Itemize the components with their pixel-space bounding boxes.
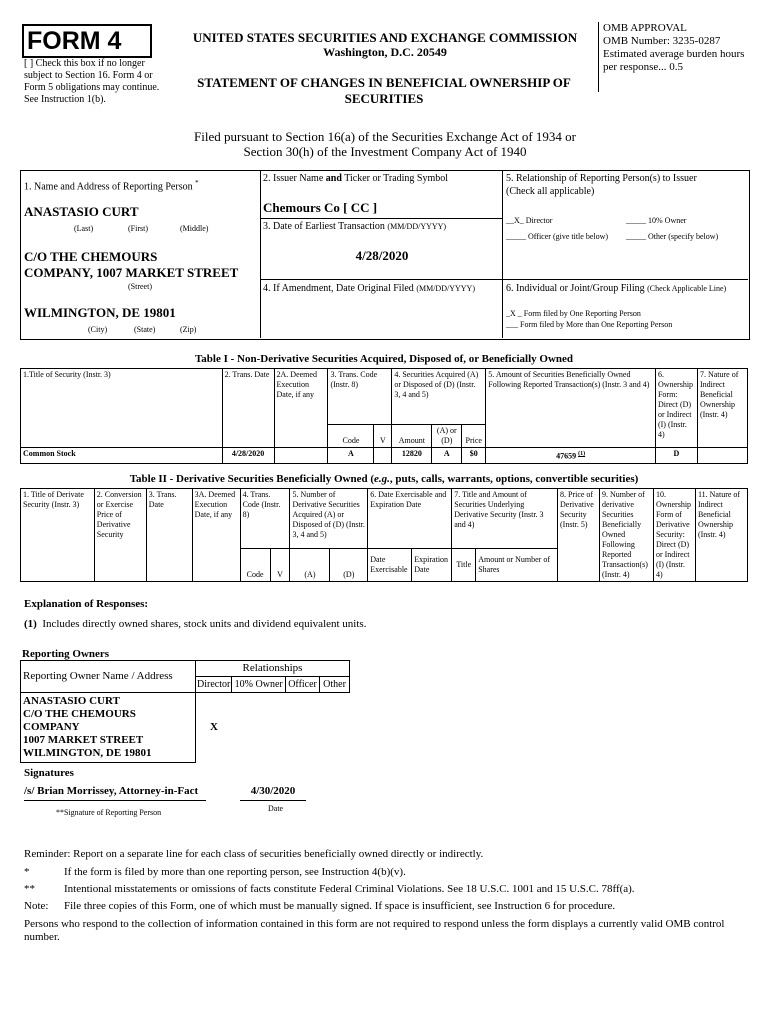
t2-sub-code: Code xyxy=(240,548,270,581)
t1-row-amount: 12820 xyxy=(392,448,432,464)
label-city: (City) xyxy=(88,325,108,334)
label-zip: (Zip) xyxy=(180,325,197,334)
owners-col-name: Reporting Owner Name / Address xyxy=(21,661,196,693)
t1-h-deemed: 2A. Deemed Execution Date, if any xyxy=(274,369,328,448)
table-row xyxy=(21,448,748,464)
omb-number: OMB Number: 3235-0287 xyxy=(603,35,721,47)
omb-box xyxy=(598,22,749,92)
earliest-transaction-date: 4/28/2020 xyxy=(355,248,409,263)
signature-date: 4/30/2020 xyxy=(240,785,306,801)
filing-one-person[interactable]: _X _ Form filed by One Reporting Person xyxy=(506,309,641,318)
omb-burden: Estimated average burden hours per response... 0.5 xyxy=(603,48,745,73)
t2-h-deriv-price: 8. Price of Derivative Security (Instr. 5) xyxy=(557,489,599,582)
filed-line-1: Filed pursuant to Section 16(a) of the Securities Exchange Act of 1934 or xyxy=(194,129,576,144)
box1-label: 1. Name and Address of Reporting Person * xyxy=(24,179,199,193)
table2-title: Table II - Derivative Securities Beneficially Owned (e.g., puts, calls, warrants, options, convertible securities) xyxy=(129,473,639,485)
t1-sub-amount: Amount xyxy=(392,425,432,448)
t2-h-date: 3. Trans. Date xyxy=(146,489,192,582)
t1-sub-code: Code xyxy=(328,425,374,448)
t2-sub-amount: Amount or Number of Shares xyxy=(476,548,558,581)
t2-sub-d: (D) xyxy=(330,548,368,581)
rel-officer[interactable]: _____ Officer (give title below) xyxy=(506,232,609,241)
street-line-1: C/O THE CHEMOURS xyxy=(24,249,158,264)
owners-col-officer: Officer xyxy=(286,677,320,693)
box2-label: 2. Issuer Name and Ticker or Trading Symbol xyxy=(263,173,449,184)
city-line: WILMINGTON, DE 19801 xyxy=(24,305,176,320)
note-text: File three copies of this Form, one of which must be manually signed. If space is insufficient, see Instruction 6 for procedure. xyxy=(64,900,616,912)
rel-other[interactable]: _____ Other (specify below) xyxy=(626,232,719,241)
box4-label: 4. If Amendment, Date Original Filed (MM/DD/YYYY) xyxy=(263,283,475,294)
reminder: Reminder: Report on a separate line for each class of securities beneficially owned directly or indirectly. xyxy=(24,848,484,860)
footnote-star-2-text: Intentional misstatements or omissions of facts constitute Federal Criminal Violations. See 18 U.S.C. 1001 and 15 U.S.C. 78ff(a). xyxy=(64,883,635,895)
t2-h-deemed: 3A. Deemed Execution Date, if any xyxy=(192,489,240,582)
signatures-heading: Signatures xyxy=(24,767,74,779)
table-row xyxy=(21,693,350,763)
t2-sub-v: V xyxy=(270,548,290,581)
box5-label: 5. Relationship of Reporting Person(s) to Issuer xyxy=(506,173,697,184)
label-last: (Last) xyxy=(74,224,94,233)
explanation-heading: Explanation of Responses: xyxy=(24,598,149,610)
owner-address: ANASTASIO CURT C/O THE CHEMOURS COMPANY 1007 MARKET STREET WILMINGTON, DE 19801 xyxy=(21,693,196,763)
owners-col-rel: Relationships xyxy=(196,661,350,677)
footnote-star-2: ** xyxy=(24,883,35,895)
owner-director-mark: X xyxy=(209,721,218,734)
table1 xyxy=(20,368,748,464)
t2-sub-title: Title xyxy=(452,548,476,581)
t2-h-number: 5. Number of Derivative Securities Acquired (A) or Disposed of (D) (Instr. 3, 4 and 5) xyxy=(290,489,368,549)
issuer-name: Chemours Co [ CC ] xyxy=(263,200,378,215)
date-label: Date xyxy=(268,804,284,813)
table1-title: Table I - Non-Derivative Securities Acquired, Disposed of, or Beneficially Owned xyxy=(194,353,574,365)
t1-sub-price: Price xyxy=(462,425,486,448)
t2-h-code: 4. Trans. Code (Instr. 8) xyxy=(240,489,290,549)
rel-10pct-owner[interactable]: _____ 10% Owner xyxy=(626,216,687,225)
t1-sub-aord: (A) or (D) xyxy=(432,425,462,448)
filed-line-2: Section 30(h) of the Investment Company Act of 1940 xyxy=(243,144,527,159)
owners-col-10pct: 10% Owner xyxy=(232,677,286,693)
footnote-star-1-text: If the form is filed by more than one reporting person, see Instruction 4(b)(v). xyxy=(64,866,406,878)
rel-director[interactable]: __X_ Director xyxy=(506,216,553,225)
t1-h-form: 6. Ownership Form: Direct (D) or Indirect (I) (Instr. 4) xyxy=(655,369,697,448)
reporting-person-name: ANASTASIO CURT xyxy=(24,204,139,219)
t2-h-nature: 11. Nature of Indirect Beneficial Ownership (Instr. 4) xyxy=(695,489,747,582)
t1-row-code: A xyxy=(328,448,374,464)
t1-h-nature: 7. Nature of Indirect Beneficial Ownership (Instr. 4) xyxy=(697,369,747,448)
t2-h-underlying: 7. Title and Amount of Securities Underlying Derivative Security (Instr. 3 and 4) xyxy=(452,489,558,549)
t2-h-exercisable: 6. Date Exercisable and Expiration Date xyxy=(368,489,452,549)
t2-sub-a: (A) xyxy=(290,548,330,581)
label-first: (First) xyxy=(128,224,148,233)
t1-row-aord: A xyxy=(432,448,462,464)
note-label: Note: xyxy=(24,900,49,912)
t1-h-code: 3. Trans. Code (Instr. 8) xyxy=(328,369,392,425)
t1-h-date: 2. Trans. Date xyxy=(222,369,274,448)
t1-row-price: $0 xyxy=(462,448,486,464)
t2-h-form: 10. Ownership Form of Derivative Security: Direct (D) or Indirect (I) (Instr. 4) xyxy=(653,489,695,582)
agency-name: UNITED STATES SECURITIES AND EXCHANGE COMMISSION xyxy=(192,30,578,45)
t1-row-owned: 47659 $^{(1)}$ xyxy=(486,448,656,464)
t2-h-price: 2. Conversion or Exercise Price of Derivative Security xyxy=(94,489,146,582)
omb-approval: OMB APPROVAL xyxy=(603,22,687,34)
owners-col-other: Other xyxy=(320,677,350,693)
t1-row-date: 4/28/2020 xyxy=(222,448,274,464)
form-title-box xyxy=(22,24,152,58)
box5-sub: (Check all applicable) xyxy=(506,186,595,197)
box6-label: 6. Individual or Joint/Group Filing (Check Applicable Line) xyxy=(506,283,727,294)
t2-sub-exp: Expiration Date xyxy=(412,548,452,581)
street-line-2: COMPANY, 1007 MARKET STREET xyxy=(24,265,239,280)
owners-col-director: Director xyxy=(196,677,232,693)
t1-row-form: D xyxy=(655,448,697,464)
form-title: FORM 4 xyxy=(27,27,122,55)
t1-h-acquired: 4. Securities Acquired (A) or Disposed of (D) (Instr. 3, 4 and 5) xyxy=(392,369,486,425)
footnote-star-1: * xyxy=(24,866,30,878)
label-middle: (Middle) xyxy=(180,224,209,233)
t2-h-deriv-owned: 9. Number of derivative Securities Beneficially Owned Following Reported Transaction(s) (Instr. 4) xyxy=(599,489,653,582)
t2-h-title: 1. Title of Derivate Security (Instr. 3) xyxy=(21,489,95,582)
label-state: (State) xyxy=(134,325,156,334)
t1-h-owned: 5. Amount of Securities Beneficially Owned Following Reported Transaction(s) (Instr. 3 and 4) xyxy=(486,369,656,448)
t1-row-title: Common Stock xyxy=(21,448,223,464)
table2 xyxy=(20,488,748,582)
omb-notice: Persons who respond to the collection of information contained in this form are not required to respond unless the form displays a currently valid OMB control number. xyxy=(24,918,725,943)
signer-name: /s/ Brian Morrissey, Attorney-in-Fact xyxy=(24,785,206,801)
filing-more-persons[interactable]: ___ Form filed by More than One Reporting Person xyxy=(506,320,673,329)
signature-label: **Signature of Reporting Person xyxy=(56,808,162,817)
explanation-note: (1) Includes directly owned shares, stock units and dividend equivalent units. xyxy=(24,618,367,630)
checkbox-text[interactable]: [ ] Check this box if no longer subject to Section 16. Form 4 or Form 5 obligations may continue. See Instruction 1(b). xyxy=(24,58,160,105)
t2-sub-date-ex: Date Exercisable xyxy=(368,548,412,581)
owners-table xyxy=(20,660,350,763)
box3-label: 3. Date of Earliest Transaction (MM/DD/YYYY) xyxy=(263,221,447,232)
t1-h-title: 1.Title of Security (Instr. 3) xyxy=(21,369,223,448)
owners-heading: Reporting Owners xyxy=(22,648,110,660)
t1-sub-v: V xyxy=(374,425,392,448)
agency-location: Washington, D.C. 20549 xyxy=(323,45,447,59)
label-street: (Street) xyxy=(128,282,152,291)
statement-title: STATEMENT OF CHANGES IN BENEFICIAL OWNERSHIP OF SECURITIES xyxy=(197,75,571,106)
